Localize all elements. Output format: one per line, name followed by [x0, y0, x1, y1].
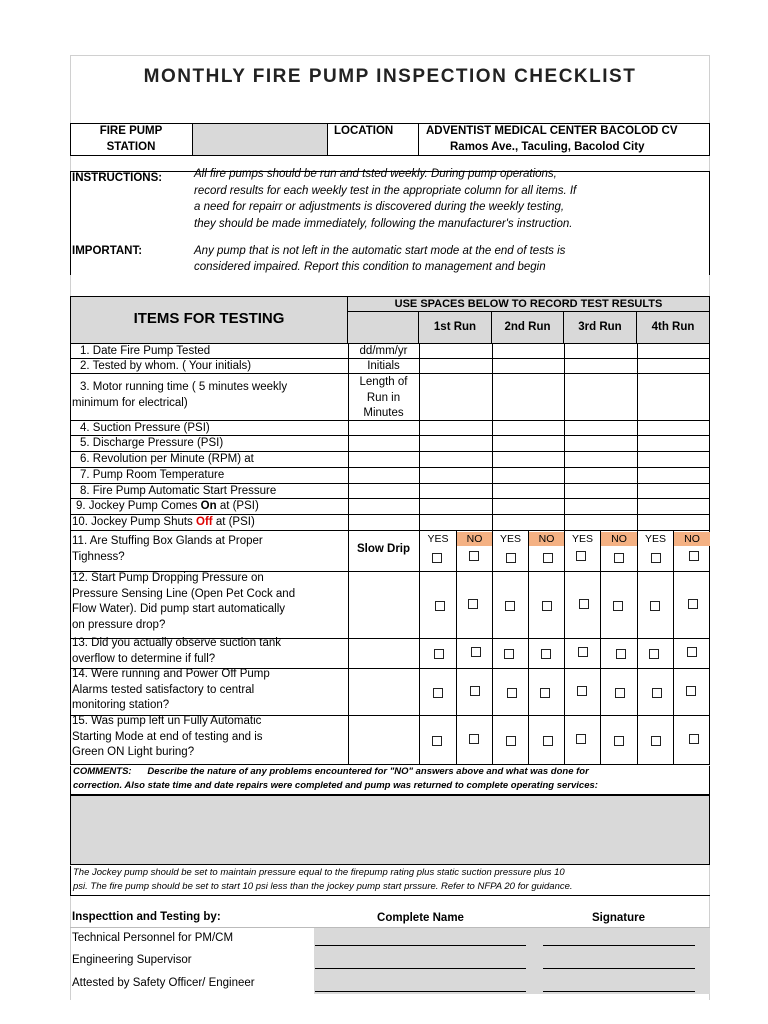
col-divider — [456, 716, 457, 765]
col-divider — [348, 639, 349, 669]
col-divider — [456, 669, 457, 716]
result-cell-item4-run2[interactable] — [493, 421, 564, 435]
yes-checkbox-item15-run3[interactable] — [576, 734, 586, 744]
yn-item-label-line: Pressure Sensing Line (Open Pet Cock and — [72, 587, 296, 600]
result-cell-item7-run2[interactable] — [493, 468, 564, 483]
no-checkbox-item15-run3[interactable] — [614, 736, 624, 746]
no-checkbox-item13-run3[interactable] — [616, 649, 626, 659]
sheet-top-border — [70, 55, 710, 56]
item-label — [70, 380, 348, 411]
jockey-pump-note: The Jockey pump should be set to maintain pressure equal to the firepump rating plus static suction pressure plus 10 psi. The fire pump should be set to start 10 psi less than the jockey pump start prssure. Refer to NFPA 20 for guidance. — [73, 867, 573, 892]
item-label: 8. Fire Pump Automatic Start Pressure — [80, 485, 277, 497]
result-cell-item9-run4[interactable] — [638, 499, 710, 514]
yes-checkbox-item13-run1[interactable] — [434, 649, 444, 659]
yes-checkbox-item13-run2[interactable] — [504, 649, 514, 659]
col-divider — [419, 669, 420, 716]
yes-checkbox-item13-run3[interactable] — [578, 647, 588, 657]
yes-checkbox-item14-run2[interactable] — [507, 688, 517, 698]
no-checkbox-item12-run2[interactable] — [542, 601, 552, 611]
result-cell-item10-run1[interactable] — [420, 515, 492, 530]
yes-checkbox-item15-run4[interactable] — [651, 736, 661, 746]
no-header: NO — [529, 532, 564, 546]
fire-pump-station-label: FIRE PUMP STATION — [99, 125, 163, 153]
col-divider — [348, 436, 349, 452]
no-checkbox-item11-run4[interactable] — [689, 551, 699, 561]
run-header-4: 4th Run — [637, 312, 710, 344]
yes-checkbox-item14-run3[interactable] — [577, 686, 587, 696]
signoff-row-engineering: Engineering Supervisor — [72, 954, 192, 966]
yes-checkbox-item12-run1[interactable] — [435, 601, 445, 611]
yes-checkbox-item11-run2[interactable] — [506, 553, 516, 563]
col-divider — [419, 716, 420, 765]
item-unit — [348, 375, 419, 422]
item-label-text: at (PSI) — [216, 500, 259, 512]
no-checkbox-item11-run2[interactable] — [543, 553, 553, 563]
signoff-row-technical: Technical Personnel for PM/CM — [72, 932, 234, 944]
col-divider — [673, 716, 674, 765]
no-checkbox-item14-run4[interactable] — [686, 686, 696, 696]
item-label — [70, 515, 348, 531]
item-label — [70, 499, 348, 515]
col-divider — [348, 452, 349, 468]
yes-checkbox-item15-run2[interactable] — [506, 736, 516, 746]
instructions-text: All fire pumps should be run and tsted weekly. During pump operations, record results for each weekly test in the appropriate column for all items. If a need for repairr or adjustments is discovered during the weekly testing, they should be made immediately, following the manufacturer's instruction. — [194, 168, 577, 230]
yn-item-label-line: 13. Did you actually observe suction tank — [72, 637, 282, 649]
emphasis-on: On — [200, 500, 217, 512]
run-header-2: 2nd Run — [492, 312, 564, 344]
result-cell-item5-run2[interactable] — [493, 436, 564, 451]
result-cell-item8-run3[interactable] — [565, 484, 637, 498]
signoff-divider — [70, 927, 710, 928]
result-cell-item8-run1[interactable] — [420, 484, 492, 498]
col-divider — [637, 669, 638, 716]
yes-checkbox-item11-run4[interactable] — [651, 553, 661, 563]
no-checkbox-item14-run1[interactable] — [470, 686, 480, 696]
item-label: 6. Revolution per Minute (RPM) at — [80, 453, 254, 465]
result-cell-item2-run3[interactable] — [565, 359, 637, 373]
yn-item-label-line: Green ON Light buring? — [72, 746, 195, 758]
no-checkbox-item12-run1[interactable] — [468, 599, 478, 609]
items-for-testing-header: ITEMS FOR TESTING — [70, 296, 348, 344]
col-divider — [637, 716, 638, 765]
col-divider — [348, 515, 349, 531]
col-divider — [348, 716, 349, 765]
signature-line-technical[interactable] — [543, 945, 695, 946]
no-header: NO — [674, 532, 710, 546]
yn-item-label-line: overflow to determine if full? — [72, 652, 216, 665]
result-cell-item1-run3[interactable] — [565, 344, 637, 358]
item-label: 1. Date Fire Pump Tested — [80, 345, 211, 357]
result-cell-item5-run4[interactable] — [638, 436, 710, 451]
yes-checkbox-item11-run1[interactable] — [432, 553, 442, 563]
item-unit-line: Run in — [366, 391, 401, 404]
col-divider — [528, 716, 529, 765]
yes-header: YES — [644, 533, 666, 545]
name-line-technical[interactable] — [315, 945, 526, 946]
signature-line-engineering[interactable] — [543, 968, 695, 969]
col-divider — [348, 484, 349, 499]
col-divider — [673, 639, 674, 669]
yes-checkbox-item12-run3[interactable] — [579, 599, 589, 609]
yn-item-label — [70, 667, 348, 714]
run-header-1: 1st Run — [419, 312, 492, 344]
result-cell-item10-run4[interactable] — [638, 515, 710, 530]
yn-item-label-line: Flow Water). Did pump start automatically — [72, 603, 286, 615]
name-line-attested[interactable] — [315, 991, 526, 992]
col-divider — [492, 716, 493, 765]
result-cell-item1-run2[interactable] — [493, 344, 564, 358]
result-cell-item8-run2[interactable] — [493, 484, 564, 498]
yn-item-label-line: monitoring station? — [72, 699, 170, 711]
yn-item-label — [70, 534, 348, 565]
unit-header-cell — [348, 312, 419, 344]
signature-line-attested[interactable] — [543, 991, 695, 992]
yes-header: YES — [499, 533, 521, 545]
col-divider — [600, 669, 601, 716]
no-checkbox-item13-run2[interactable] — [541, 649, 551, 659]
item-label-text: at (PSI) — [212, 516, 255, 528]
comments-field[interactable] — [70, 795, 710, 865]
col-divider — [456, 639, 457, 669]
result-cell-item5-run1[interactable] — [420, 436, 492, 451]
item-unit-line: Length of — [359, 376, 408, 388]
no-checkbox-item14-run2[interactable] — [540, 688, 550, 698]
yn-item-label-line: Starting Mode at end of testing and is — [72, 730, 263, 743]
col-divider — [492, 639, 493, 669]
location-line-2: Ramos Ave., Taculing, Bacolod City — [450, 141, 645, 153]
instructions-left-line — [70, 171, 71, 275]
run-header-3: 3rd Run — [564, 312, 637, 344]
important-label: IMPORTANT: — [72, 245, 143, 257]
result-cell-item1-run1[interactable] — [420, 344, 492, 358]
col-divider — [600, 572, 601, 639]
item-unit: Initials — [367, 360, 400, 372]
col-divider — [564, 639, 565, 669]
item-unit-line: Minutes — [363, 407, 404, 419]
no-checkbox-item14-run3[interactable] — [615, 688, 625, 698]
yn-item-label-line: on pressure drop? — [72, 618, 166, 631]
result-cell-item1-run4[interactable] — [638, 344, 710, 358]
signoff-shaded-area — [314, 928, 710, 994]
col-divider — [348, 421, 349, 436]
no-checkbox-item11-run1[interactable] — [469, 551, 479, 561]
signature-header: Signature — [591, 912, 646, 924]
col-divider — [348, 499, 349, 515]
col-divider — [528, 639, 529, 669]
emphasis-off: Off — [196, 516, 213, 528]
col-divider — [419, 572, 420, 639]
result-cell-item3-run2[interactable] — [493, 374, 564, 420]
col-divider — [673, 572, 674, 639]
important-text: Any pump that is not left in the automatic start mode at the end of tests is considered impaired. Report this condition to management and begin — [194, 245, 566, 273]
result-cell-item6-run2[interactable] — [493, 452, 564, 467]
col-divider — [528, 572, 529, 639]
yes-checkbox-item14-run1[interactable] — [433, 688, 443, 698]
result-cell-item10-run2[interactable] — [493, 515, 564, 530]
instructions-label: INSTRUCTIONS: — [72, 172, 163, 184]
yn-item-label — [70, 714, 348, 761]
result-cell-item9-run2[interactable] — [493, 499, 564, 514]
col-divider — [348, 669, 349, 716]
result-cell-item4-run3[interactable] — [565, 421, 637, 435]
result-cell-item6-run4[interactable] — [638, 452, 710, 467]
slow-drip-label: Slow Drip — [356, 543, 411, 555]
col-divider — [419, 639, 420, 669]
no-checkbox-item11-run3[interactable] — [614, 553, 624, 563]
yn-item-label-line: 12. Start Pump Dropping Pressure on — [72, 572, 264, 584]
item-label: 2. Tested by whom. ( Your initials) — [80, 360, 252, 372]
no-checkbox-item15-run2[interactable] — [543, 736, 553, 746]
col-divider — [637, 639, 638, 669]
result-cell-item9-run1[interactable] — [420, 499, 492, 514]
no-checkbox-item15-run1[interactable] — [469, 734, 479, 744]
signoff-header: Inspecttion and Testing by: — [72, 911, 221, 923]
result-cell-item5-run3[interactable] — [565, 436, 637, 451]
item-label: 7. Pump Room Temperature — [80, 469, 225, 481]
result-cell-item7-run1[interactable] — [420, 468, 492, 483]
complete-name-header: Complete Name — [377, 912, 464, 924]
instructions-right-line — [709, 171, 710, 275]
no-checkbox-item15-run4[interactable] — [689, 734, 699, 744]
item-label: 5. Discharge Pressure (PSI) — [80, 437, 224, 449]
result-cell-item2-run4[interactable] — [638, 359, 710, 373]
result-cell-item4-run4[interactable] — [638, 421, 710, 435]
col-divider — [564, 572, 565, 639]
result-cell-item6-run3[interactable] — [565, 452, 637, 467]
col-divider — [600, 716, 601, 765]
result-cell-item10-run3[interactable] — [565, 515, 637, 530]
result-cell-item3-run4[interactable] — [638, 374, 710, 420]
yn-item-label-line: 15. Was pump left un Fully Automatic — [72, 715, 262, 727]
page-title: MONTHLY FIRE PUMP INSPECTION CHECKLIST — [143, 66, 637, 87]
yes-checkbox-item15-run1[interactable] — [432, 736, 442, 746]
result-cell-item2-run2[interactable] — [493, 359, 564, 373]
note-left-line — [70, 866, 71, 895]
yes-checkbox-item11-run3[interactable] — [576, 551, 586, 561]
result-cell-item9-run3[interactable] — [565, 499, 637, 514]
yes-header: YES — [427, 533, 449, 545]
yn-item-label-line: 11. Are Stuffing Box Glands at Proper — [72, 535, 263, 547]
note-bottom-line — [70, 895, 710, 896]
yn-item-label-line: Alarms tested satisfactory to central — [72, 683, 255, 696]
yes-checkbox-item13-run4[interactable] — [649, 649, 659, 659]
col-divider — [637, 572, 638, 639]
yn-item-label — [70, 636, 348, 667]
col-divider — [673, 669, 674, 716]
yes-header: YES — [571, 533, 593, 545]
location-label: LOCATION — [334, 125, 394, 137]
location-line-1: ADVENTIST MEDICAL CENTER BACOLOD CV — [426, 125, 678, 137]
result-cell-item3-run1[interactable] — [420, 374, 492, 420]
yn-item-label-line: Tighness? — [72, 550, 125, 563]
result-cell-item3-run3[interactable] — [565, 374, 637, 420]
yn-item-label — [70, 571, 348, 633]
result-cell-item8-run4[interactable] — [638, 484, 710, 498]
no-checkbox-item13-run1[interactable] — [471, 647, 481, 657]
col-divider — [600, 639, 601, 669]
col-divider — [564, 716, 565, 765]
result-cell-item7-run4[interactable] — [638, 468, 710, 483]
record-results-header: USE SPACES BELOW TO RECORD TEST RESULTS — [348, 296, 710, 312]
col-divider — [348, 572, 349, 639]
no-checkbox-item12-run3[interactable] — [613, 601, 623, 611]
result-cell-item7-run3[interactable] — [565, 468, 637, 483]
item-label-text: 10. Jockey Pump Shuts — [72, 516, 197, 528]
no-header: NO — [601, 532, 637, 546]
item-label-line: 3. Motor running time ( 5 minutes weekly — [80, 381, 288, 393]
fire-pump-station-field[interactable] — [192, 124, 328, 155]
signoff-row-attested: Attested by Safety Officer/ Engineer — [72, 977, 255, 989]
no-checkbox-item13-run4[interactable] — [687, 647, 697, 657]
result-cell-item2-run1[interactable] — [420, 359, 492, 373]
yn-item-label-line: 14. Were running and Power Off Pump — [72, 668, 270, 680]
item-unit: dd/mm/yr — [359, 345, 408, 357]
col-divider — [456, 572, 457, 639]
yes-checkbox-item12-run2[interactable] — [505, 601, 515, 611]
col-divider — [492, 669, 493, 716]
name-line-engineering[interactable] — [315, 968, 526, 969]
item-label-text: 9. Jockey Pump Comes — [76, 500, 201, 512]
comments-instructions: COMMENTS: Describe the nature of any problems encountered for "NO" answers above and what was done for correction. Also state time and date repairs were completed and pump was returned to complete operating services: — [73, 766, 598, 791]
item-label: 4. Suction Pressure (PSI) — [80, 422, 210, 434]
col-divider — [528, 669, 529, 716]
col-divider — [492, 572, 493, 639]
item-label-line: minimum for electrical) — [72, 396, 188, 409]
no-header: NO — [457, 532, 492, 546]
no-checkbox-item12-run4[interactable] — [688, 599, 698, 609]
result-cell-item4-run1[interactable] — [420, 421, 492, 435]
result-cell-item6-run1[interactable] — [420, 452, 492, 467]
yes-checkbox-item12-run4[interactable] — [650, 601, 660, 611]
col-divider — [564, 669, 565, 716]
col-divider — [348, 468, 349, 484]
yes-checkbox-item14-run4[interactable] — [652, 688, 662, 698]
